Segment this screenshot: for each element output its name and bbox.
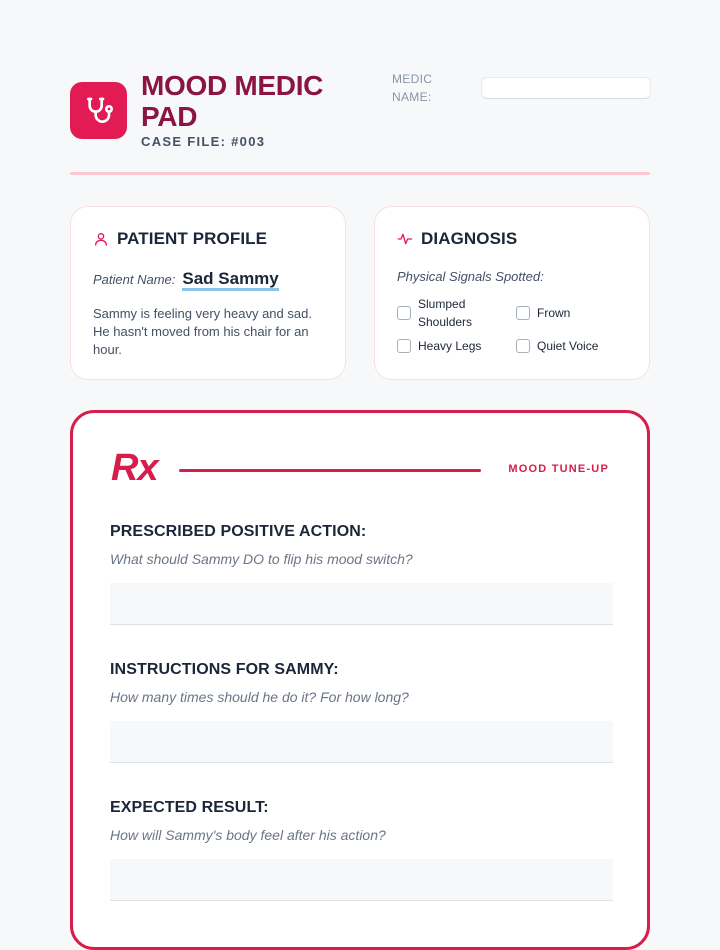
section-hint: What should Sammy DO to flip his mood switch?: [110, 551, 413, 567]
checkbox-label: Quiet Voice: [537, 339, 599, 353]
section-instructions: [110, 661, 613, 763]
stethoscope-icon: [83, 95, 115, 127]
patient-name-value: Sad Sammy: [182, 269, 278, 291]
page-title: MOOD MEDIC PAD: [141, 70, 324, 132]
checkbox-box[interactable]: [397, 306, 411, 320]
patient-name-row: [93, 269, 279, 291]
checkbox-box[interactable]: [516, 306, 530, 320]
checkbox-label: Heavy Legs: [418, 339, 482, 353]
rx-divider: [179, 469, 481, 472]
section-title: INSTRUCTIONS FOR SAMMY:: [110, 661, 339, 678]
rx-symbol: Rx: [111, 447, 158, 489]
signals-label: Physical Signals Spotted:: [397, 269, 544, 284]
checkbox-box[interactable]: [516, 339, 530, 353]
user-icon: [93, 231, 109, 247]
patient-profile-heading: [93, 229, 267, 249]
expected-result-input[interactable]: [110, 859, 613, 901]
rx-tag: MOOD TUNE-UP: [508, 463, 609, 475]
logo: [70, 82, 127, 139]
diagnosis-card: [374, 206, 650, 380]
checkbox-label: Frown: [537, 306, 571, 320]
diagnosis-title: DIAGNOSIS: [421, 229, 518, 248]
section-expected-result: [110, 799, 613, 901]
checkbox-quiet-voice[interactable]: [516, 337, 598, 355]
header-divider: [70, 172, 650, 175]
positive-action-input[interactable]: [110, 583, 613, 625]
instructions-input[interactable]: [110, 721, 613, 763]
header: [70, 70, 650, 170]
section-title: EXPECTED RESULT:: [110, 799, 269, 816]
patient-name-label: Patient Name:: [93, 272, 176, 287]
checkbox-slumped-shoulders[interactable]: [397, 295, 488, 331]
patient-profile-card: [70, 206, 346, 380]
pulse-icon: [397, 231, 413, 247]
patient-profile-title: PATIENT PROFILE: [117, 229, 268, 248]
prescription-card: [70, 410, 650, 950]
section-positive-action: [110, 523, 613, 625]
section-hint: How many times should he do it? For how long?: [110, 689, 409, 705]
medic-name-label: MEDIC NAME:: [392, 72, 433, 104]
section-title: PRESCRIBED POSITIVE ACTION:: [110, 523, 367, 540]
section-hint: How will Sammy's body feel after his action?: [110, 827, 386, 843]
checkbox-frown[interactable]: [516, 304, 570, 322]
patient-description: Sammy is feeling very heavy and sad. He hasn't moved from his chair for an hour.: [93, 306, 312, 357]
case-file-number: CASE FILE: #003: [141, 134, 266, 149]
checkbox-label: Slumped Shoulders: [418, 297, 473, 329]
diagnosis-heading: [397, 229, 517, 249]
checkbox-box[interactable]: [397, 339, 411, 353]
medic-name-input[interactable]: [481, 77, 651, 99]
checkbox-heavy-legs[interactable]: [397, 337, 481, 355]
